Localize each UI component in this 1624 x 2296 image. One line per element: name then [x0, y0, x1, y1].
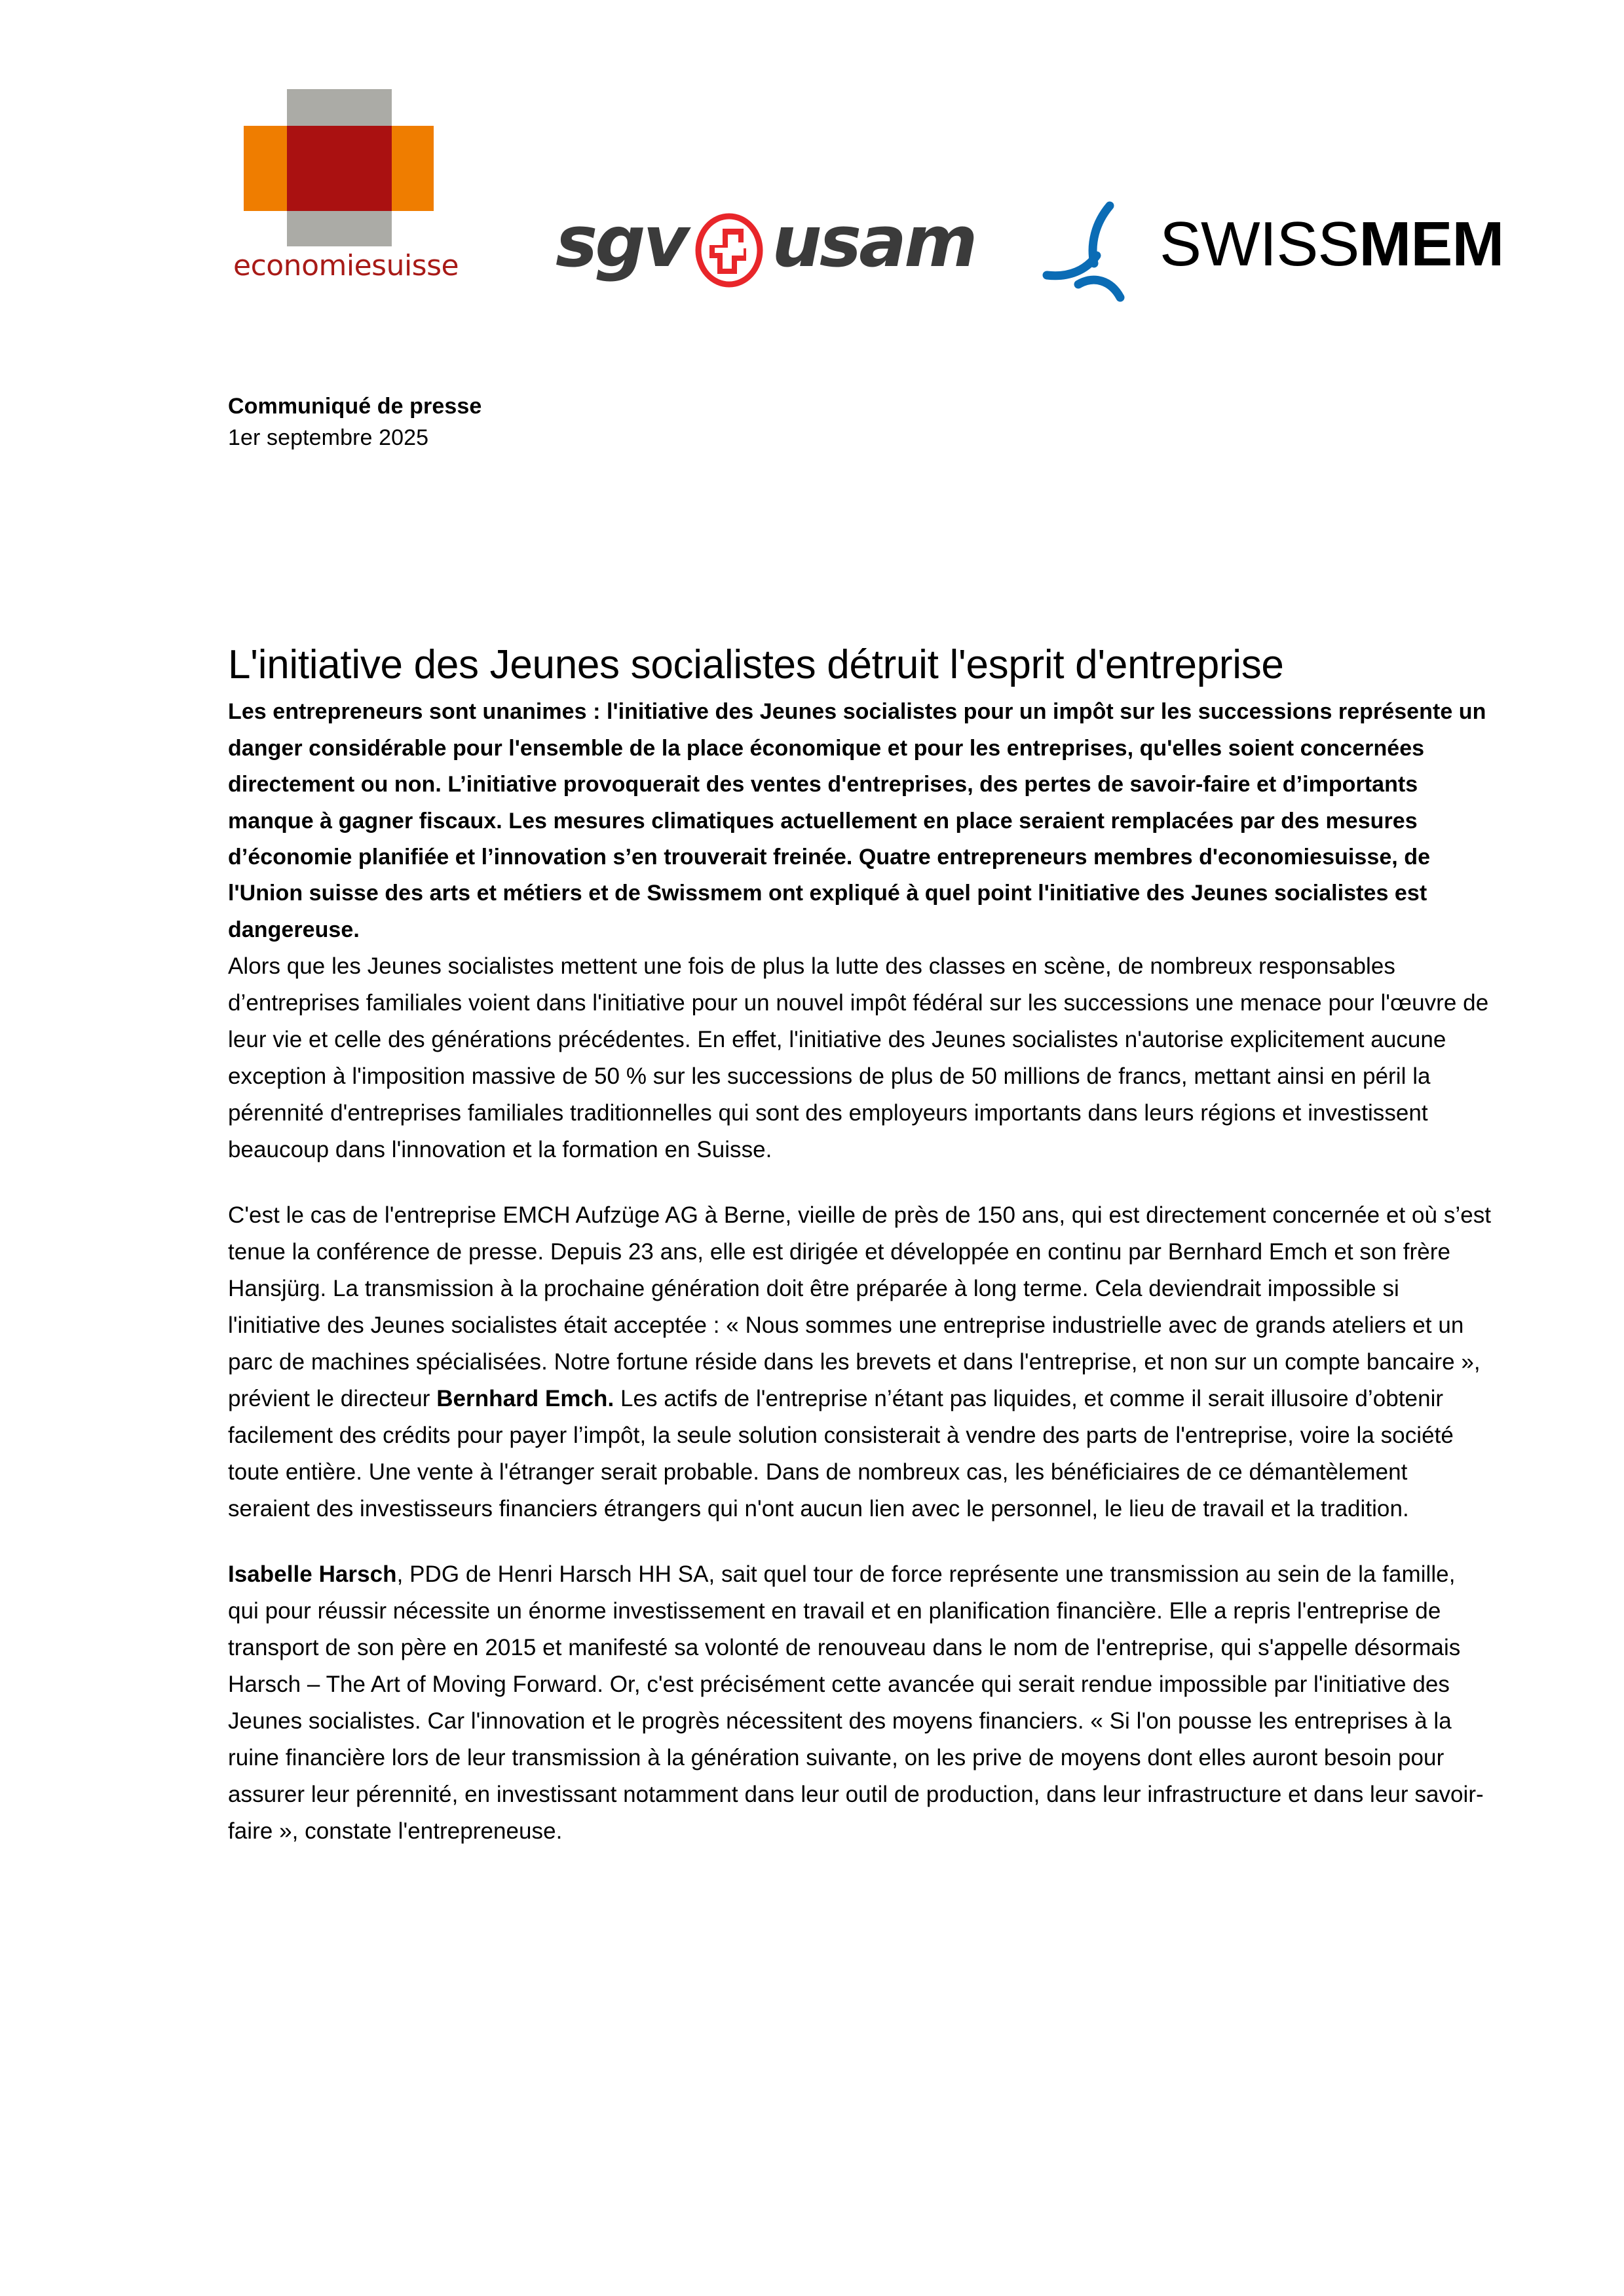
paragraph-text: Alors que les Jeunes socialistes mettent une fois de plus la lutte des classes en scène, de nombreux responsables d’entreprises familiales voient dans l'initiative pour un nouvel impôt fédéral sur les successions une menace pour l'œuvre de leur vie et celle des générations précédentes. En effet, l'initiative des Jeunes socialistes n'autorise explicitement aucune exception à l'imposition massive de 50 % sur les successions de plus de 50 millions de francs, mettant ainsi en péril la pérennité d'entreprises familiales traditionnelles qui sont des employeurs importants dans leurs régions et investissent beaucoup dans l'innovation et la formation en Suisse.	[228, 953, 1489, 1163]
paragraph-text: C'est le cas de l'entreprise EMCH Aufzüge AG à Berne, vieille de près de 150 ans, qui est directement concernée et où s’est tenue la conférence de presse. Depuis 23 ans, elle est dirigée et développée en continu par Bernhard Emch et son frère Hansjürg. La transmission à la prochaine génération doit être préparée à long terme. Cela deviendrait impossible si l'initiative des Jeunes socialistes était acceptée : « Nous sommes une entreprise industrielle avec de grands ateliers et un parc de machines spécialisées. Notre fortune réside dans les brevets et dans l'entreprise, et non sur un compte bancaire », prévient le directeur	[228, 1202, 1492, 1412]
economiesuisse-mark-icon	[228, 73, 444, 250]
paragraph-text: Les actifs de l'entreprise n’étant pas liquides, et comme il serait illusoire d’obtenir facilement des crédits pour payer l’impôt, la seule solution consisterait à vendre des parts de l'entreprise, voire la société toute entière. Une vente à l'étranger serait probable. Dans de nombreux cas, les bénéficiaires de ce démantèlement seraient des investisseurs financiers étrangers qui n'ont aucun lien avec le personnel, le lieu de travail et la tradition.	[228, 1386, 1454, 1522]
swissmem-logo	[1042, 198, 1504, 303]
swissmem-triskelion-icon	[1042, 198, 1146, 303]
lead-paragraph: Les entrepreneurs sont unanimes : l'initiative des Jeunes socialistes pour un impôt sur les successions représente un danger considérable pour l'ensemble de la place économique et pour les entreprises, qu'elles soient concernées directement ou non. L’initiative provoquerait des ventes d'entreprises, des pertes de savoir-faire et d’importants manque à gagner fiscaux. Les mesures climatiques actuellement en place seraient remplacées par des mesures d’économie planifiée et l’innovation s’en trouverait freinée. Quatre entrepreneurs membres d'economiesuisse, de l'Union suisse des arts et métiers et de Swissmem ont expliqué à quel point l'initiative des Jeunes socialistes est dangereuse.	[228, 699, 1486, 942]
economiesuisse-logo	[228, 73, 490, 316]
economiesuisse-red-square	[287, 126, 392, 211]
document-type-label: Communiqué de presse	[228, 394, 482, 419]
body-paragraph	[228, 1556, 1492, 1850]
swissmem-word-light: SWISS	[1160, 209, 1359, 279]
logo-bar	[0, 73, 1624, 316]
emphasised-name: Isabelle Harsch	[228, 1561, 397, 1588]
paragraph-list	[228, 948, 1492, 1850]
swiss-cross-circle-icon	[690, 211, 768, 290]
swissmem-word-bold: MEM	[1359, 209, 1504, 279]
economiesuisse-wordmark: economiesuisse	[233, 249, 459, 282]
body-paragraph	[228, 948, 1492, 1168]
body-paragraph	[228, 1197, 1492, 1527]
publication-date: 1er septembre 2025	[228, 425, 429, 451]
usam-wordmark: usam	[772, 201, 975, 283]
sgv-wordmark: sgv	[556, 201, 687, 283]
emphasised-name: Bernhard Emch.	[436, 1386, 614, 1412]
article-body	[228, 642, 1492, 1850]
document-meta	[228, 391, 1407, 454]
page-title: L'initiative des Jeunes socialistes détruit l'esprit d'entreprise	[228, 642, 1284, 687]
sgv-usam-logo	[556, 201, 975, 290]
swissmem-wordmark	[1160, 210, 1503, 279]
paragraph-text: , PDG de Henri Harsch HH SA, sait quel tour de force représente une transmission au sein de la famille, qui pour réussir nécessite un énorme investissement en travail et en planification financière. Elle a repris l'entreprise de transport de son père en 2015 et manifesté sa volonté de renouveau dans le nom de l'entreprise, qui s'appelle désormais Harsch – The Art of Moving Forward. Or, c'est précisément cette avancée qui serait rendue impossible par l'initiative des Jeunes socialistes. Car l'innovation et le progrès nécessitent des moyens financiers. « Si l'on pousse les entreprises à la ruine financière lors de leur transmission à la génération suivante, on les prive de moyens dont elles auront besoin pour assurer leur pérennité, en investissant notamment dans leur outil de production, dans leur infrastructure et dans leur savoir-faire », constate l'entrepreneuse.	[228, 1561, 1484, 1845]
